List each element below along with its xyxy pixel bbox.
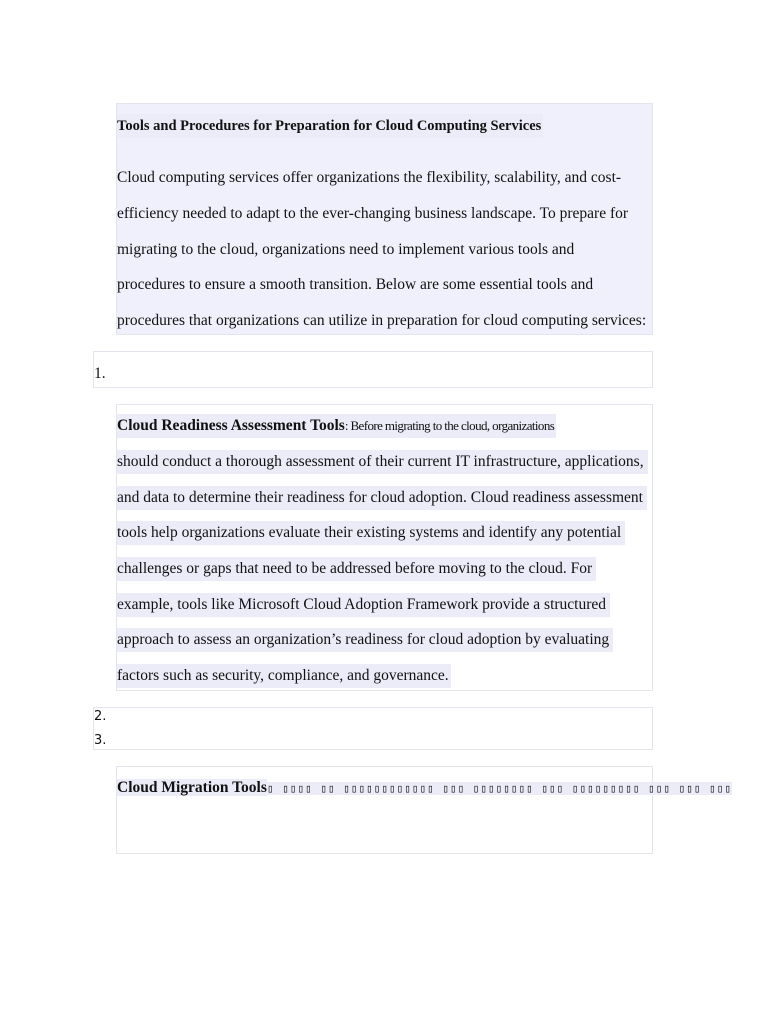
list-marker-2: 2. [94,709,107,724]
section-title: Tools and Procedures for Preparation for Cloud Computing Services [117,114,543,138]
migration-missing-glyphs: ▯ ▯▯▯▯ ▯▯ ▯▯▯▯▯▯▯▯▯▯▯▯ ▯▯▯ ▯▯▯▯▯▯▯▯ ▯▯▯ ▯▯▯▯▯▯▯▯▯ ▯▯▯ ▯▯▯ ▯▯▯ [266,782,732,795]
readiness-line-3: tools help organizations evaluate their existing systems and identify any potential [117,521,625,545]
migration-section [116,766,732,854]
readiness-first-line [117,414,556,438]
intro-section [116,103,653,335]
intro-line-1: Cloud computing services offer organizations the flexibility, scalability, and cost- [117,169,622,186]
intro-line-5: procedures that organizations can utilize in preparation for cloud computing services: [117,312,647,329]
readiness-line-5: example, tools like Microsoft Cloud Adoption Framework provide a structured [117,593,610,617]
readiness-line-7: factors such as security, compliance, and governance. [117,664,451,688]
readiness-heading: Cloud Readiness Assessment Tools [117,417,345,434]
readiness-intro-text: : Before migrating to the cloud, organizations [344,418,555,433]
intro-line-4: procedures to ensure a smooth transition. Below are some essential tools and [117,276,594,293]
intro-line-3: migrating to the cloud, organizations need to implement various tools and [117,241,575,258]
readiness-section [116,404,653,691]
list-marker-3: 3. [94,733,107,748]
readiness-line-6: approach to assess an organization’s readiness for cloud adoption by evaluating [117,628,613,652]
intro-line-2: efficiency needed to adapt to the ever-changing business landscape. To prepare for [117,205,629,222]
list-marker-row-1 [93,351,653,388]
readiness-line-2: and data to determine their readiness for cloud adoption. Cloud readiness assessment [117,486,647,510]
readiness-line-1: should conduct a thorough assessment of their current IT infrastructure, applications, [117,450,648,474]
list-marker-1: 1. [94,365,106,382]
migration-first-line [117,776,732,801]
readiness-line-4: challenges or gaps that need to be addressed before moving to the cloud. For [117,557,596,581]
list-marker-row-2-3 [93,707,653,750]
migration-heading: Cloud Migration Tools [117,779,267,796]
